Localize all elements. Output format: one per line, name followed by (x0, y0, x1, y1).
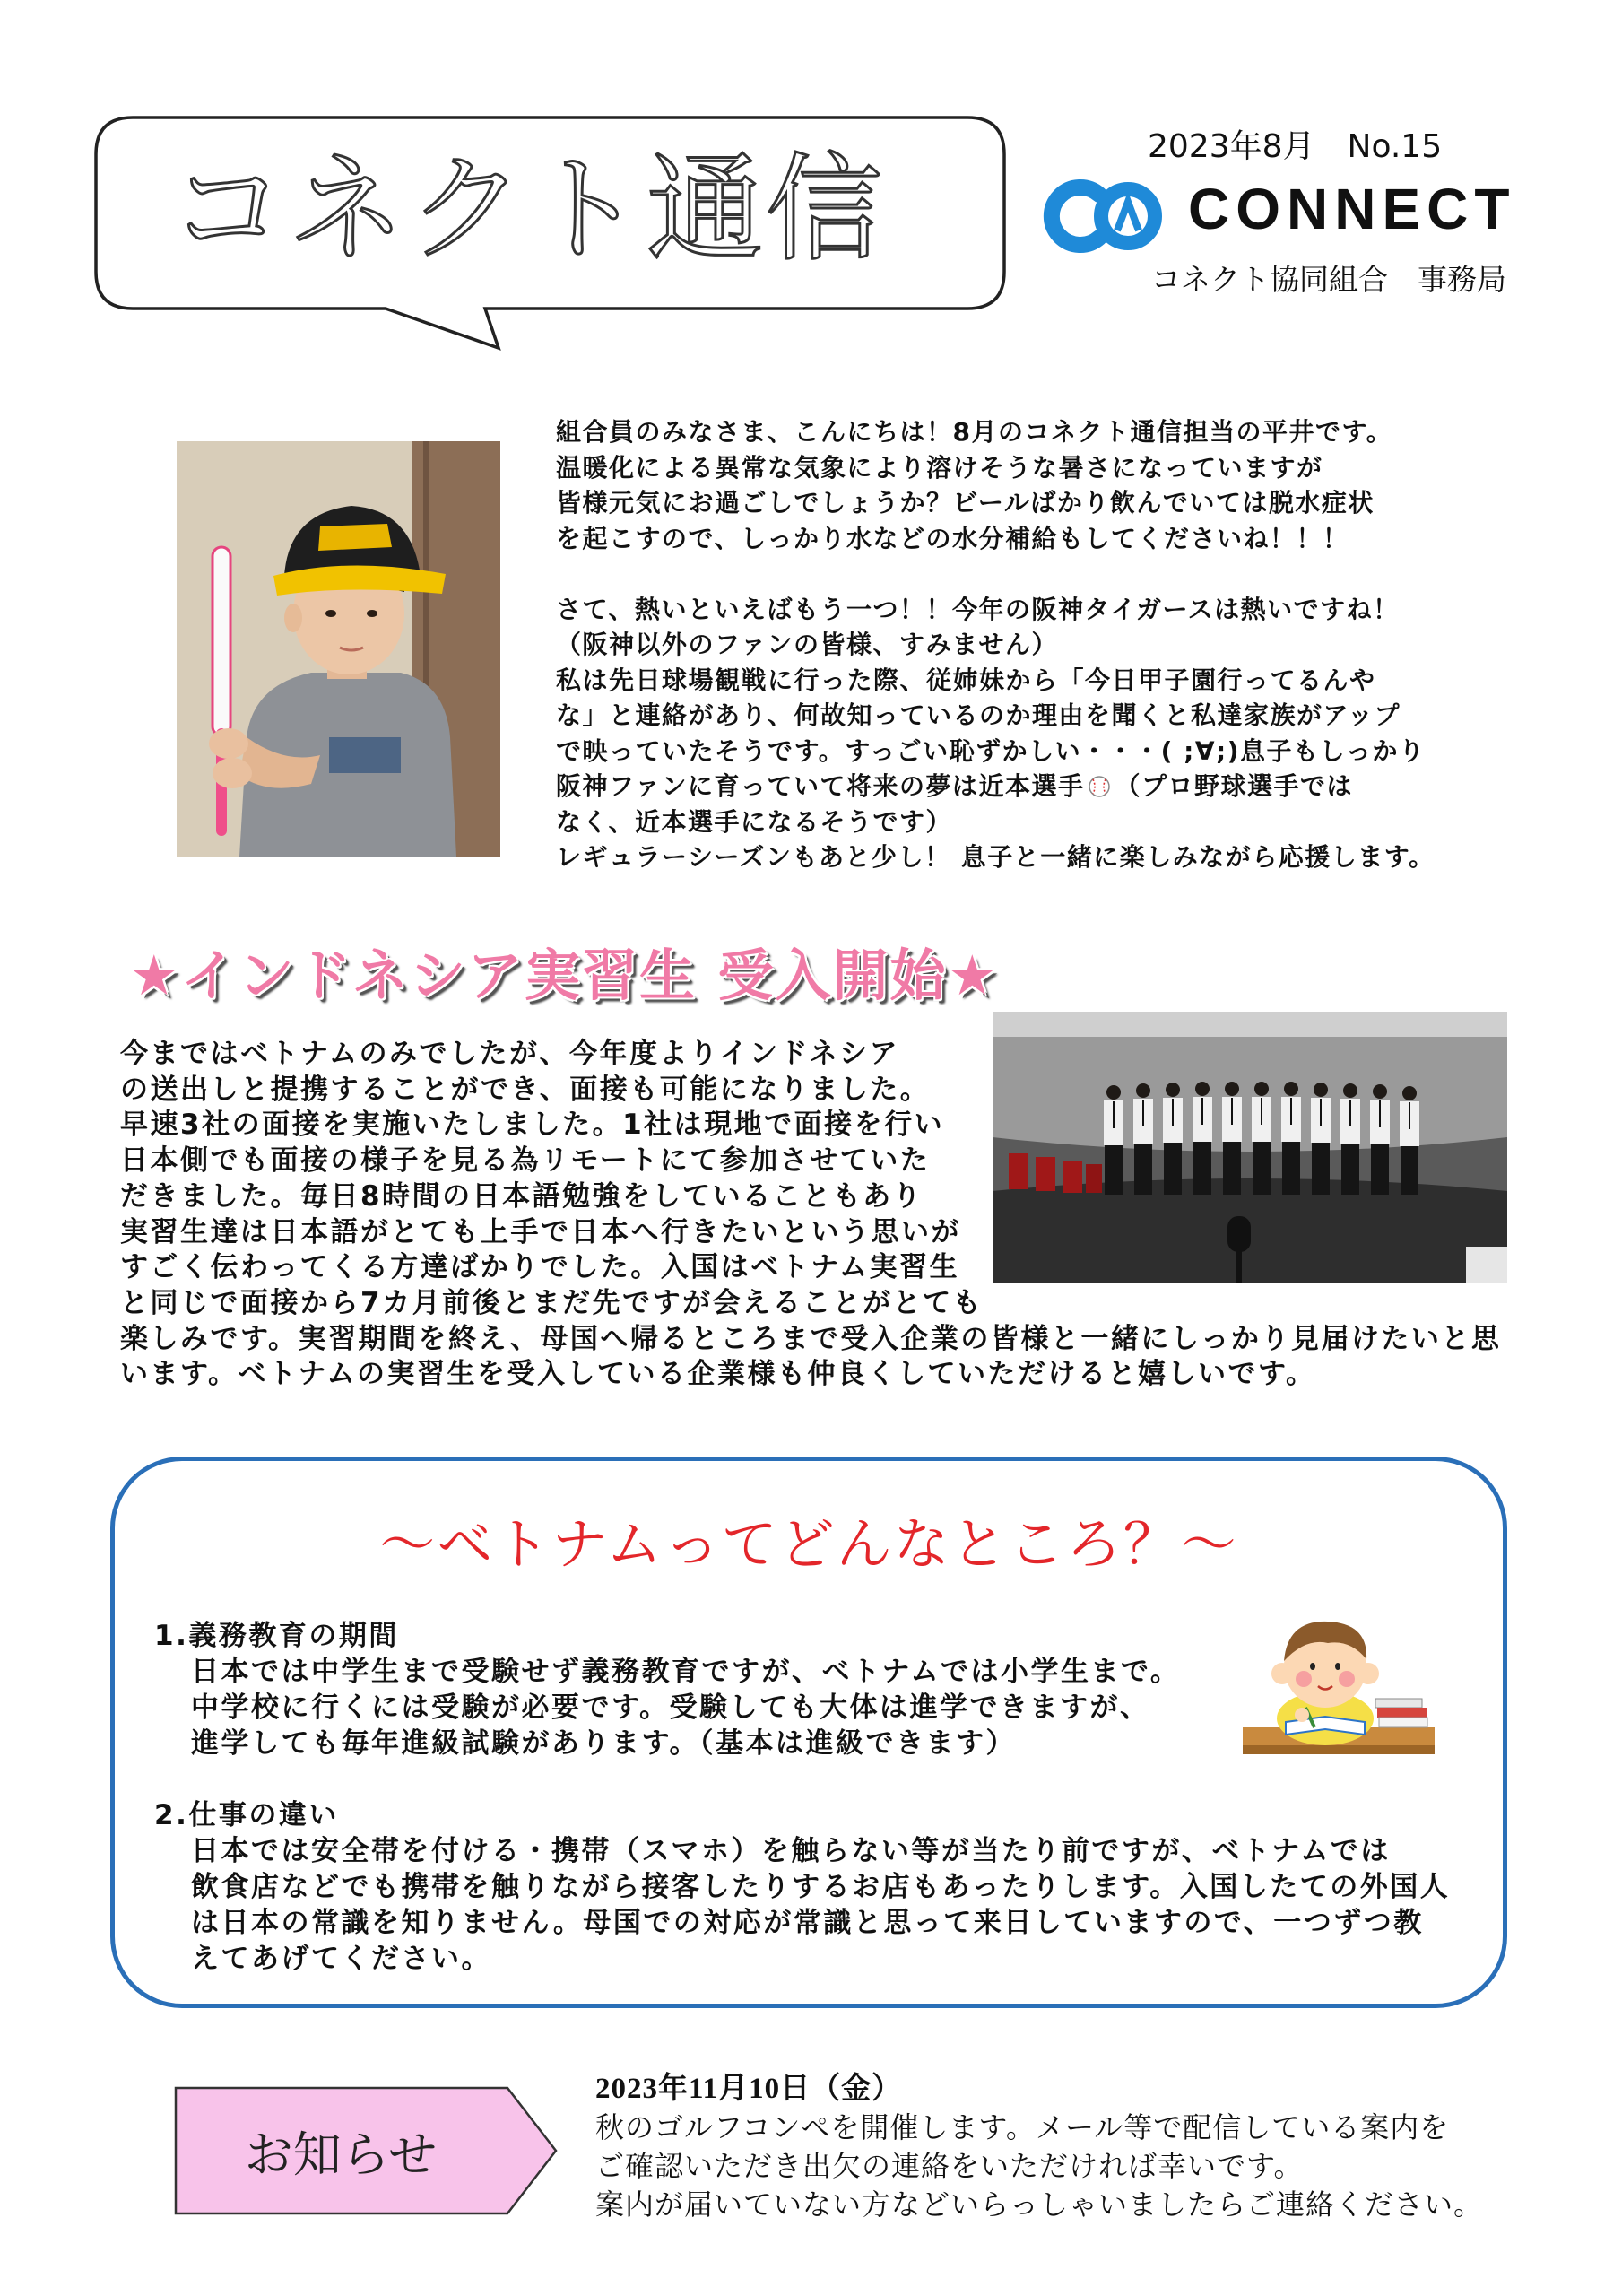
cheek (1296, 1671, 1312, 1687)
greeting-line (556, 769, 1542, 804)
section-line: 飲食店などでも携帯を触りながら接客したりするお店もあったりします。入国したての外国人 (191, 1871, 1451, 1903)
greeting-line: で映っていたそうです。すっごい恥ずかしい・・・( ;∀;)息子もしっかり (556, 735, 1426, 766)
greeting-line-part: 阪神ファンに育っていて将来の夢は近本選手 (556, 771, 1085, 801)
book (1377, 1708, 1427, 1718)
section-heading: 2.仕事の違い (154, 1799, 339, 1831)
greeting-line: レギュラーシーズンもあと少し！ 息子と一緒に楽しみながら応援します。 (556, 842, 1436, 872)
boy-with-bat-photo (177, 441, 500, 857)
article-line: 楽しみです。実習期間を終え、母国へ帰るところまで受入企業の皆様と一緒にしっかり見届けたいと思 (120, 1322, 1502, 1355)
book (1379, 1718, 1427, 1727)
article-line: 早速3社の面接を実施いたしました。1社は現地で面接を行い (120, 1109, 945, 1142)
newsletter-title: コネクト通信 (169, 141, 886, 277)
section-line: は日本の常識を知りません。母国での対応が常識と思って来日していますので、一つずつ教 (191, 1907, 1424, 1939)
ear (284, 604, 302, 632)
greeting-line: さて、熱いといえばもう一つ！！今年の阪神タイガースは熱いですね！ (556, 594, 1400, 624)
greeting-line: 皆様元気にお過ごしでしょうか？ビールばかり飲んでいては脱水症状 (556, 488, 1375, 517)
greeting-line: 温暖化による異常な気象により溶けそうな暑さになっていますが (556, 452, 1323, 483)
article-line: と同じで面接から7カ月前後とまだ先ですが会えることがとても (120, 1286, 984, 1319)
greeting-line: を起こすので、しっかり水などの水分補給もしてくださいね！！！ (556, 523, 1349, 553)
greeting-line: なく、近本選手になるそうです） (556, 806, 952, 837)
hand (213, 758, 252, 788)
article-line: の送出しと提携することができ、面接も可能になりました。 (120, 1073, 931, 1106)
left-eye (325, 610, 336, 617)
article-line: います。ベトナムの実習生を受入している企業様も仲良くしていただけると嬉しいです。 (120, 1358, 1316, 1391)
notice-date: 2023年11月10日（金） (595, 2073, 903, 2105)
logo-c-shape (1052, 187, 1099, 245)
connect-logo-icon (1037, 177, 1171, 256)
greeting-line-part: （プロ野球選手では (1115, 771, 1353, 801)
greeting-line: な」と連絡があり、何故知っているのか理由を聞くと私達家族がアップ (556, 700, 1401, 730)
vietnam-info-box (110, 1457, 1507, 2008)
article-line: すごく伝わってくる方達ばかりでした。入国はベトナム実習生 (120, 1251, 960, 1284)
right-eye (367, 610, 377, 617)
baseball-icon (1088, 772, 1111, 796)
notice-line: ご確認いただき出欠の連絡をいただければ幸いです。 (595, 2149, 1304, 2183)
studying-boy-illustration (1243, 1604, 1435, 1773)
greeting-line: （阪神以外のファンの皆様、すみません） (556, 630, 1058, 659)
hand (209, 728, 248, 759)
section-line: えてあげてください。 (191, 1943, 491, 1975)
article-line: 実習生達は日本語がとても上手で日本へ行きたいという思いが (120, 1215, 961, 1248)
hand (1295, 1708, 1309, 1722)
article-line: 日本側でも面接の様子を見る為リモートにて参加させていた (120, 1144, 931, 1178)
paragraph-gap (556, 556, 1542, 592)
shirt-print (329, 737, 401, 773)
brand-name: CONNECT (1188, 177, 1516, 241)
cheek (1339, 1671, 1355, 1687)
greeting-line: 私は先日球場観戦に行った際、従姉妹から「今日甲子園行ってるんや (556, 665, 1376, 695)
logo-a-shape (1117, 202, 1139, 230)
notice-line: 案内が届いていない方などいらっしゃいましたらご連絡ください。 (595, 2187, 1484, 2222)
article-line: だきました。毎日8時間の日本語勉強をしていることもあり (120, 1179, 924, 1213)
eye (1335, 1663, 1340, 1670)
desk-edge (1243, 1745, 1435, 1754)
book (1375, 1699, 1422, 1708)
section-line: 日本では中学生まで受験せず義務教育ですが、ベトナムでは小学生まで。 (191, 1656, 1181, 1688)
section-line: 進学しても毎年進級試験があります。（基本は進級できます） (191, 1727, 1017, 1760)
issue-number: 2023年8月 No.15 (1148, 128, 1443, 165)
indonesia-heading: ★インドネシア実習生 受入開始★ (129, 943, 1000, 1008)
cap-tiger-logo (318, 524, 392, 551)
vietnam-box-title: ～ベトナムってどんなところ？～ (379, 1511, 1238, 1577)
article-line: 今まではベトナムのみでしたが、今年度よりインドネシア (120, 1038, 900, 1070)
eye (1310, 1663, 1315, 1670)
section-heading: 1.義務教育の期間 (154, 1620, 399, 1652)
notice-line: 秋のゴルフコンペを開催します。メール等で配信している案内を (595, 2110, 1450, 2144)
section-line: 中学校に行くには受験が必要です。受験しても大体は進学できますが、 (191, 1692, 1150, 1724)
greeting-text (556, 414, 1542, 875)
ceiling (993, 1012, 1507, 1037)
greeting-line: 組合員のみなさま、こんにちは！8月のコネクト通信担当の平井です。 (556, 417, 1393, 447)
indonesia-article (120, 1037, 1501, 1393)
notice-body (595, 2070, 1483, 2224)
notice-label: お知らせ (244, 2126, 438, 2183)
organization-name: コネクト協同組合 事務局 (1151, 262, 1506, 297)
bat-barrel (213, 547, 230, 735)
section-line: 日本では安全帯を付ける・携帯（スマホ）を触らない等が当たり前ですが、ベトナムでは (191, 1835, 1391, 1867)
